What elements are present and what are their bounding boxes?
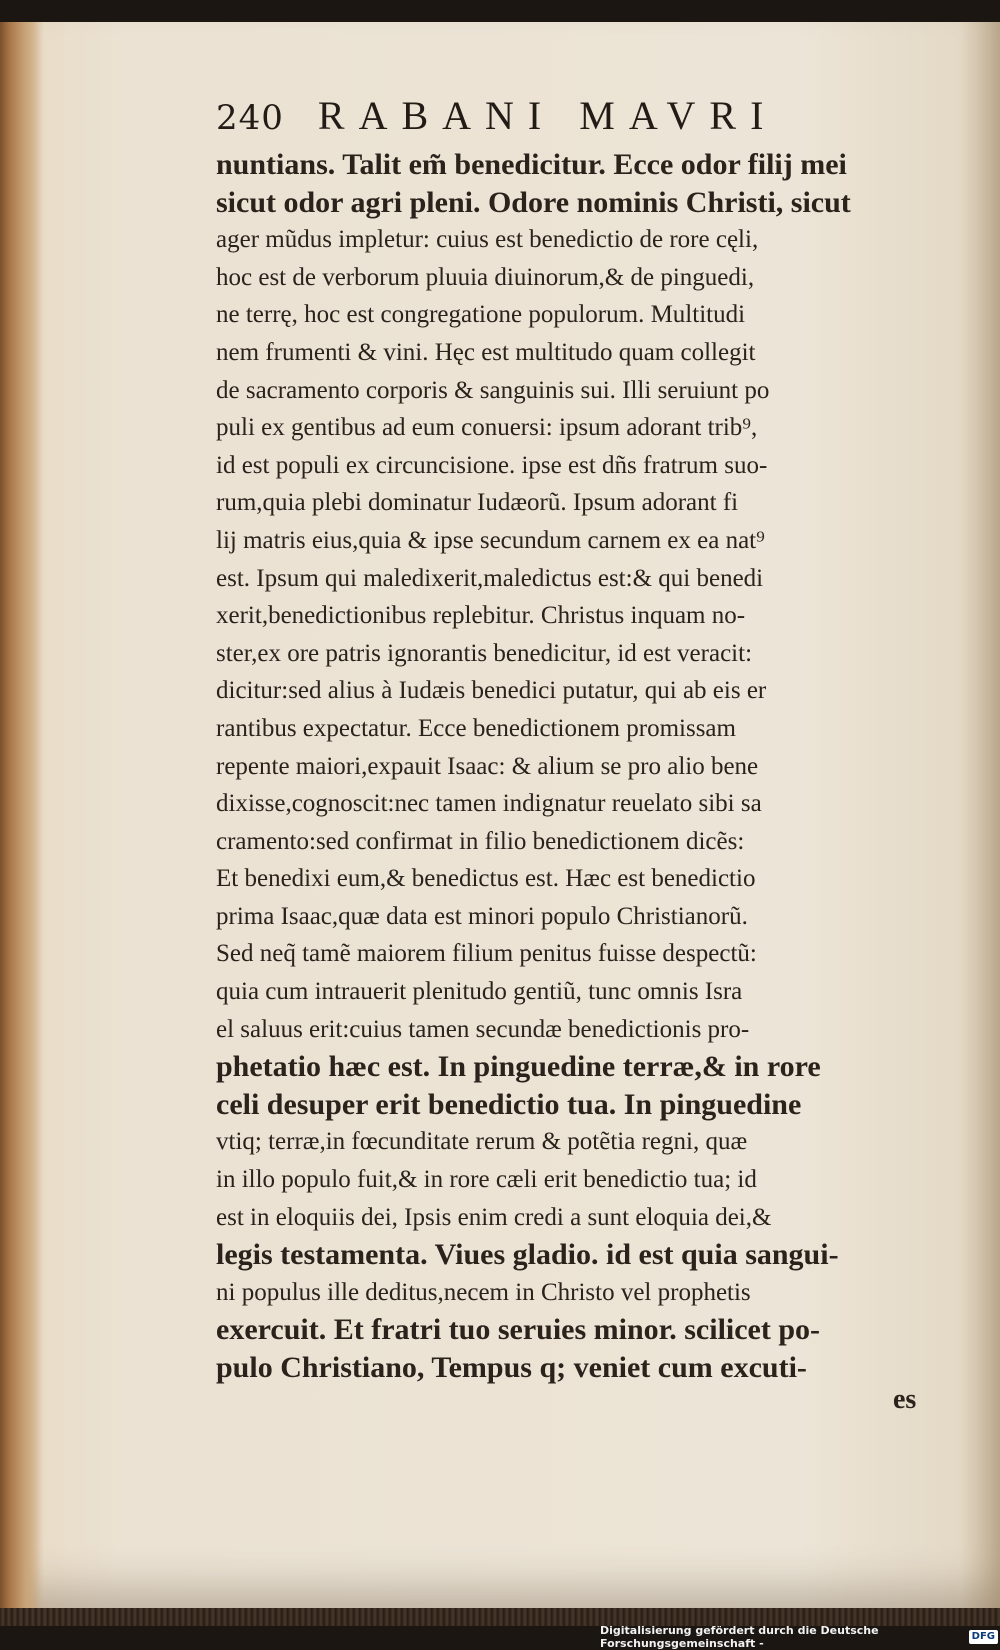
text-line: est. Ipsum qui maledixerit,maledictus est:& qui benedi — [216, 564, 764, 592]
text-line: hoc est de verborum pluuia diuinorum,& de pinguedi, — [216, 263, 755, 291]
text-line: Sed neq̃ tamẽ maiorem filium penitus fuisse despectũ: — [216, 940, 757, 968]
text-line: el saluus erit:cuius tamen secundæ benedictionis pro- — [216, 1015, 750, 1043]
text-line: phetatio hæc est. In pinguedine terræ,& in rore — [216, 1050, 821, 1084]
text-line: repente maiori,expauit Isaac: & alium se pro alio bene — [216, 752, 759, 780]
text-line: lij matris eius,quia & ipse secundum carnem ex ea nat⁹ — [216, 526, 765, 554]
text-line: pulo Christiano, Tempus q; veniet cum excuti- — [216, 1351, 807, 1384]
text-line: ager mũdus impletur: cuius est benedictio de rore cęli, — [216, 226, 759, 254]
text-line: quia cum intrauerit plenitudo gentiũ, tunc omnis Isra — [216, 978, 743, 1006]
text-line: Et benedixi eum,& benedictus est. Hæc est benedictio — [216, 865, 756, 893]
main-text-block — [216, 146, 956, 1387]
page-header — [216, 92, 876, 142]
text-line: est in eloquiis dei, Ipsis enim credi a sunt eloquia dei,& — [216, 1203, 772, 1231]
text-line: in illo populo fuit,& in rore cæli erit benedictio tua; id — [216, 1166, 757, 1194]
credit-text: Digitalisierung gefördert durch die Deutsche Forschungsgemeinschaft - — [600, 1624, 879, 1650]
text-line: rantibus expectatur. Ecce benedictionem promissam — [216, 714, 736, 742]
digitization-credit — [600, 1624, 998, 1650]
binding-gutter — [0, 22, 44, 1618]
dfg-logo: DFG — [969, 1630, 998, 1644]
text-line: rum,quia plebi dominatur Iudæorũ. Ipsum adorant fi — [216, 489, 739, 517]
text-line: ne terrę, hoc est congregatione populorum. Multitudi — [216, 301, 746, 329]
text-line: ster,ex ore patris ignorantis benedicitur, id est veracit: — [216, 639, 753, 667]
text-line: sicut odor agri pleni. Odore nominis Christi, sicut — [216, 185, 851, 219]
text-line: cramento:sed confirmat in filio benedictionem dicẽs: — [216, 827, 745, 855]
text-line: ni populus ille deditus,necem in Christo vel prophetis — [216, 1278, 751, 1306]
text-line: de sacramento corporis & sanguinis sui. Illi seruiunt po — [216, 376, 770, 404]
text-line: xerit,benedictionibus replebitur. Christus inquam no- — [216, 602, 746, 630]
text-line: prima Isaac,quæ data est minori populo Christianorũ. — [216, 902, 748, 930]
text-line: dicitur:sed alius à Iudæis benedici putatur, qui ab eis er — [216, 677, 767, 705]
text-line: puli ex gentibus ad eum conuersi: ipsum adorant trib⁹, — [216, 414, 758, 442]
text-line: nuntians. Talit em̃ benedicitur. Ecce odor filij mei — [216, 148, 847, 181]
text-line: legis testamenta. Viues gladio. id est quia sangui- — [216, 1238, 839, 1272]
text-line: dixisse,cognoscit:nec tamen indignatur reuelato sibi sa — [216, 790, 762, 818]
page-number: 240 — [216, 98, 284, 138]
text-line: exercuit. Et fratri tuo seruies minor. scilicet po- — [216, 1313, 821, 1347]
catchword: es — [893, 1384, 917, 1415]
text-line: id est populi ex circuncisione. ipse est dñs fratrum suo- — [216, 451, 768, 479]
running-head: RABANI MAVRI — [317, 93, 778, 138]
text-line: nem frumenti & vini. Hęc est multitudo quam collegit — [216, 338, 756, 366]
text-line: vtiq; terræ,in fœcunditate rerum & potẽtia regni, quæ — [216, 1128, 748, 1156]
text-line: celi desuper erit benedictio tua. In pinguedine — [216, 1087, 802, 1121]
